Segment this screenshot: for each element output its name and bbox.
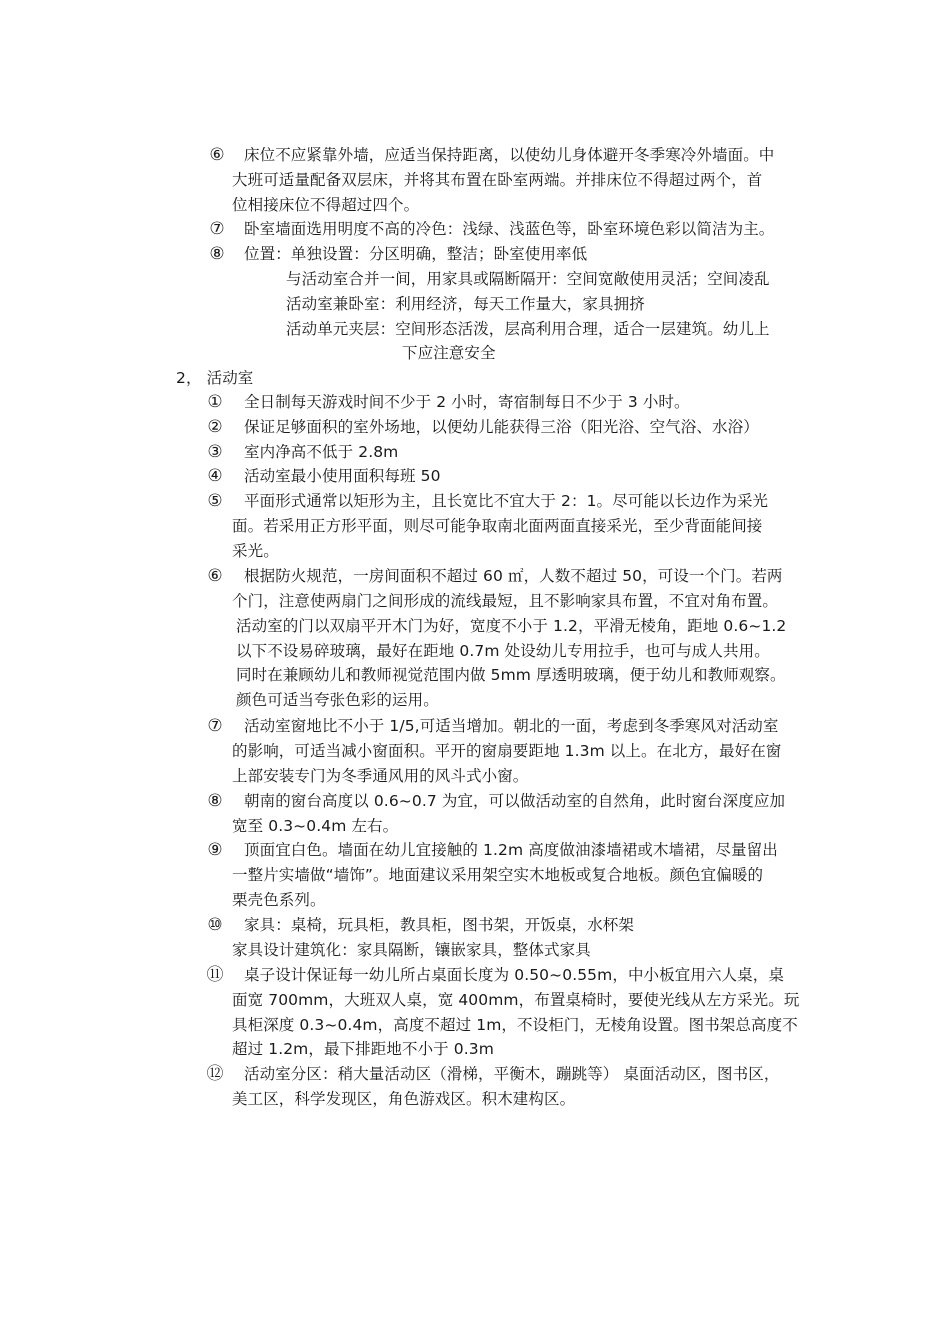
- item-number: ⑥: [209, 145, 225, 165]
- item-number: ⑦: [207, 716, 223, 736]
- paragraph-line: 个门，注意使两扇门之间形成的流线最短，且不影响家具布置，不宜对角布置。: [232, 592, 779, 610]
- paragraph-line: 根据防火规范，一房间面积不超过 60 ㎡，人数不超过 50，可设一个门。若两: [244, 567, 783, 585]
- paragraph-line: 美工区，科学发现区，角色游戏区。积木建构区。: [232, 1090, 576, 1108]
- item-number: ⑥: [207, 566, 223, 586]
- paragraph-line: 活动室兼卧室：利用经济，每天工作量大，家具拥挤: [286, 295, 645, 313]
- item-number: ③: [207, 442, 223, 462]
- paragraph-line: 室内净高不低于 2.8m: [244, 443, 399, 461]
- item-number: ①: [207, 392, 223, 412]
- item-number: ④: [207, 466, 223, 486]
- item-number: ⑨: [207, 840, 223, 860]
- paragraph-line: 活动室窗地比不小于 1/5,可适当增加。朝北的一面，考虑到冬季寒风对活动室: [244, 717, 779, 735]
- paragraph-line: 宽至 0.3~0.4m 左右。: [232, 817, 399, 835]
- paragraph-line: 活动室最小使用面积每班 50: [244, 467, 441, 485]
- paragraph-line: 下应注意安全: [402, 344, 496, 362]
- paragraph-line: 同时在兼顾幼儿和教师视觉范围内做 5mm 厚透明玻璃，便于幼儿和教师观察。: [236, 666, 786, 684]
- paragraph-line: 活动单元夹层：空间形态活泼，层高利用合理，适合一层建筑。幼儿上: [286, 320, 770, 338]
- item-number: ⑪: [206, 965, 224, 985]
- paragraph-line: 全日制每天游戏时间不少于 2 小时，寄宿制每日不少于 3 小时。: [244, 393, 690, 411]
- paragraph-line: 位相接床位不得超过四个。: [232, 196, 420, 214]
- paragraph-line: 保证足够面积的室外场地，以便幼儿能获得三浴（阳光浴、空气浴、水浴）: [244, 418, 759, 436]
- paragraph-line: 活动室分区：稍大量活动区（滑梯，平衡木，蹦跳等） 桌面活动区，图书区，: [244, 1065, 780, 1083]
- paragraph-line: 床位不应紧靠外墙，应适当保持距离，以使幼儿身体避开冬季寒冷外墙面。中: [244, 146, 775, 164]
- item-number: ⑧: [209, 244, 225, 264]
- paragraph-line: 面。若采用正方形平面，则尽可能争取南北面两面直接采光，至少背面能间接: [232, 517, 763, 535]
- paragraph-line: 的影响，可适当减小窗面积。平开的窗扇要距地 1.3m 以上。在北方，最好在窗: [232, 742, 782, 760]
- item-number: ②: [207, 417, 223, 437]
- paragraph-line: 活动室的门以双扇平开木门为好，宽度不小于 1.2，平滑无棱角，距地 0.6~1.2: [236, 617, 787, 635]
- item-number: ⑩: [207, 915, 223, 935]
- paragraph-line: 采光。: [232, 542, 279, 560]
- paragraph-line: 家具：桌椅，玩具柜，教具柜，图书架，开饭桌，水杯架: [244, 916, 635, 934]
- item-number: ⑫: [206, 1064, 224, 1084]
- paragraph-line: 超过 1.2m，最下排距地不小于 0.3m: [232, 1040, 494, 1058]
- paragraph-line: 平面形式通常以矩形为主，且长宽比不宜大于 2：1。尽可能以长边作为采光: [244, 492, 769, 510]
- paragraph-line: 家具设计建筑化：家具隔断，镶嵌家具，整体式家具: [232, 941, 591, 959]
- paragraph-line: 卧室墙面选用明度不高的冷色：浅绿、浅蓝色等，卧室环境色彩以简洁为主。: [244, 220, 775, 238]
- section-heading: 2， 活动室: [176, 369, 254, 387]
- paragraph-line: 栗壳色系列。: [232, 891, 326, 909]
- item-number: ⑤: [207, 491, 223, 511]
- paragraph-line: 位置：单独设置：分区明确，整洁；卧室使用率低: [244, 245, 588, 263]
- paragraph-line: 顶面宜白色。墙面在幼儿宜接触的 1.2m 高度做油漆墙裙或木墙裙，尽量留出: [244, 841, 778, 859]
- paragraph-line: 与活动室合并一间，用家具或隔断隔开：空间宽敞使用灵活；空间凌乱: [286, 270, 770, 288]
- paragraph-line: 具柜深度 0.3~0.4m，高度不超过 1m，不设柜门，无棱角设置。图书架总高度不: [232, 1016, 798, 1034]
- paragraph-line: 面宽 700mm，大班双人桌，宽 400mm，布置桌椅时，要使光线从左方采光。玩: [232, 991, 800, 1009]
- paragraph-line: 大班可适量配备双层床，并将其布置在卧室两端。并排床位不得超过两个，首: [232, 171, 763, 189]
- paragraph-line: 颜色可适当夸张色彩的运用。: [236, 691, 439, 709]
- paragraph-line: 朝南的窗台高度以 0.6~0.7 为宜，可以做活动室的自然角，此时窗台深度应加: [244, 792, 786, 810]
- paragraph-line: 桌子设计保证每一幼儿所占桌面长度为 0.50~0.55m，中小板宜用六人桌，桌: [244, 966, 784, 984]
- paragraph-line: 以下不设易碎玻璃，最好在距地 0.7m 处设幼儿专用拉手，也可与成人共用。: [236, 642, 770, 660]
- paragraph-line: 一整片实墙做“墙饰”。地面建议采用架空实木地板或复合地板。颜色宜偏暖的: [232, 866, 764, 884]
- item-number: ⑧: [207, 791, 223, 811]
- paragraph-line: 上部安装专门为冬季通风用的风斗式小窗。: [232, 767, 529, 785]
- item-number: ⑦: [209, 219, 225, 239]
